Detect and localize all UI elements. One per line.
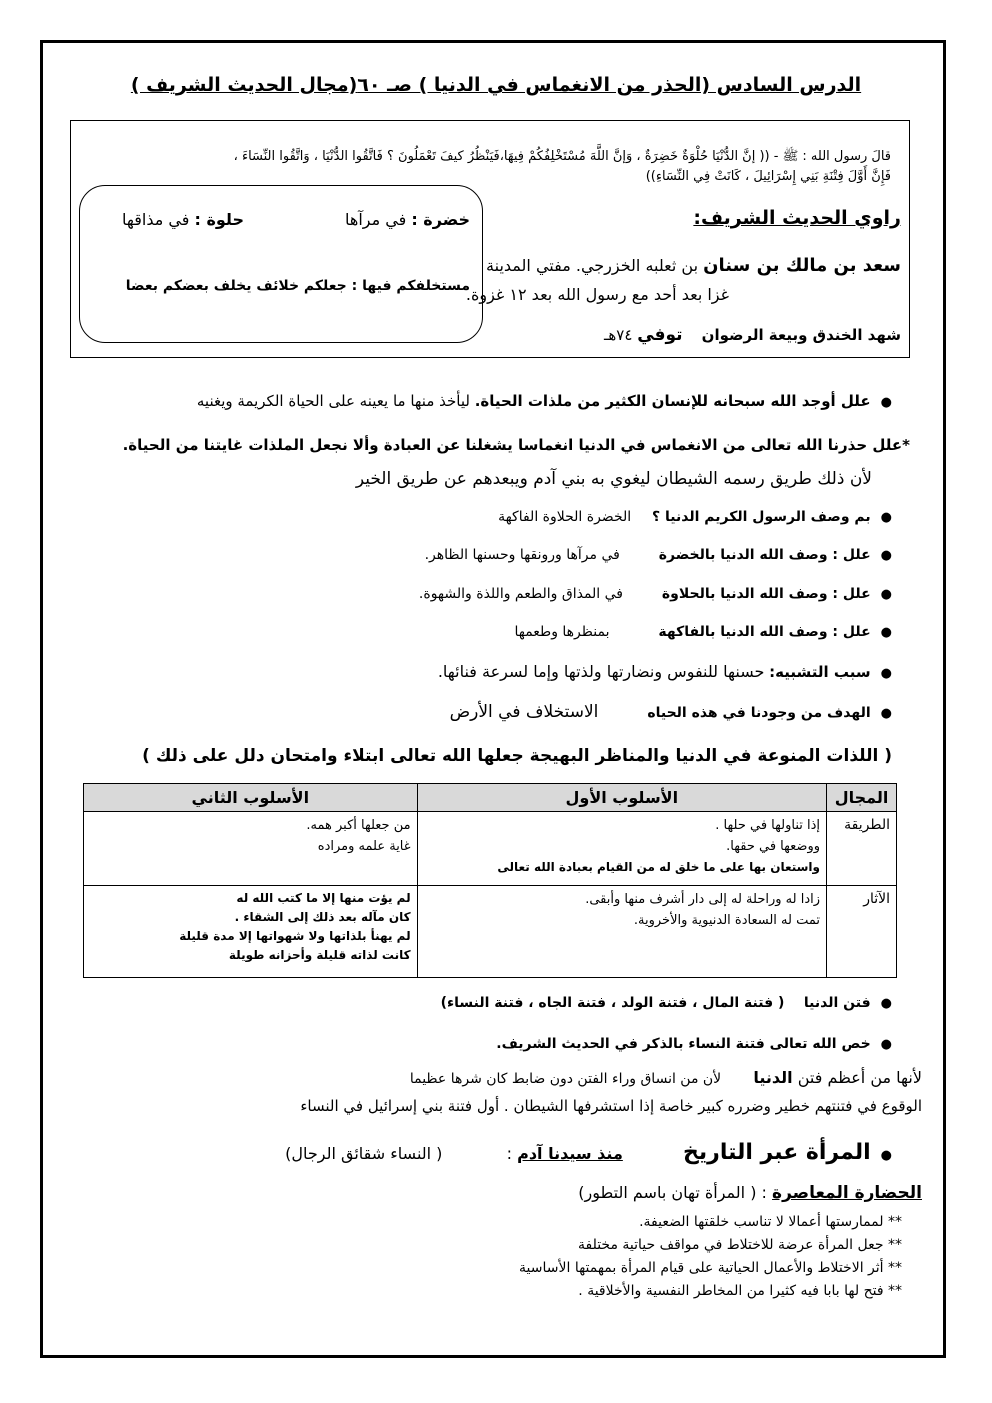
cell-line: تمت له السعادة الدنيوية والأخروية. bbox=[633, 913, 821, 928]
list-item: ** فتح لها بابا فيه كثيرا من المخاطر النفسية والأخلاقية . bbox=[578, 1283, 902, 1299]
point-1 bbox=[197, 392, 892, 410]
fitan-answer-1-bold: الدنيا bbox=[753, 1068, 793, 1087]
list-item: ** جعل المرأة عرضة للاختلاط في مواقف حياتية مختلفة bbox=[577, 1237, 902, 1253]
since-adam-colon: : bbox=[506, 1144, 512, 1163]
narrator-line-1-rest: بن ثعلبه الخزرجي. مفتي المدينة bbox=[486, 256, 699, 275]
cell-line: ووضعها في حقها. bbox=[726, 839, 821, 854]
fitan-question bbox=[496, 1036, 892, 1052]
point-3-answer: الخضرة الحلاوة الفاكهة bbox=[498, 509, 632, 525]
vocab-hulwa bbox=[122, 210, 244, 229]
since-adam: منذ سيدنا آدم bbox=[517, 1144, 623, 1163]
cell-line: زادا له وراحلة له إلى دار أشرف منها وأبقى. bbox=[585, 892, 821, 907]
vocab-box bbox=[79, 185, 483, 343]
comparison-table bbox=[83, 783, 897, 978]
narrator-battles: شهد الخندق وبيعة الرضوان bbox=[701, 326, 901, 344]
vocab-khadira-word: خضرة : bbox=[411, 210, 470, 229]
lesson-title: الدرس السادس (الحذر من الانغماس في الدنيا ) صـ ٦٠(مجال الحديث الشريف ) bbox=[130, 74, 862, 96]
point-8-answer: الاستخلاف في الأرض bbox=[449, 702, 599, 722]
table-row bbox=[84, 812, 897, 886]
point-3-question: ● بم وصف الرسول الكريم الدنيا ؟ bbox=[652, 509, 892, 525]
point-6 bbox=[514, 624, 892, 640]
fitan-label: ● فتن الدنيا bbox=[804, 995, 892, 1011]
table-row bbox=[84, 886, 897, 978]
hadith-box bbox=[70, 120, 910, 358]
modern-civilization-list bbox=[519, 1211, 902, 1303]
table-cell-field: الآثار bbox=[827, 886, 897, 978]
narrator-line-2: غزا بعد أحد مع رسول الله بعد ١٢ غزوة. bbox=[465, 285, 729, 304]
point-7 bbox=[438, 662, 892, 681]
point-7-question: ● سبب التشبيه: bbox=[769, 663, 892, 681]
table-cell-first bbox=[417, 886, 826, 978]
point-6-question: ● علل : وصف الله الدنيا بالفاكهة bbox=[658, 624, 892, 640]
hadith-line-2: فَإِنَّ أَوَّلَ فِتْنَةِ بَنِي إِسْرَائِيلَ ، كَانَتْ فِي النِّسَاءِ)) bbox=[645, 169, 891, 184]
modern-civilization-rest: : ( المرأة تهان باسم التطور) bbox=[578, 1183, 767, 1202]
narrator-line-1 bbox=[486, 255, 901, 276]
point-3 bbox=[498, 509, 892, 525]
point-5-question: ● علل : وصف الله الدنيا بالحلاوة bbox=[662, 586, 892, 602]
vocab-hulwa-meaning: في مذاقها bbox=[122, 210, 190, 229]
modern-civilization-line bbox=[578, 1183, 922, 1203]
cell-line: كان مآله بعد ذلك إلى الشقاء . bbox=[234, 910, 411, 924]
women-heading: ● المرأة عبر التاريخ bbox=[683, 1140, 892, 1165]
table-cell-second bbox=[84, 886, 418, 978]
died-year: ٧٤هـ bbox=[603, 326, 633, 344]
cell-line: لم يهنأ بلذاتها ولا شهواتها إلا مدة قليلة bbox=[179, 929, 411, 943]
point-5-answer: في المذاق والطعم واللذة والشهوة. bbox=[418, 586, 623, 602]
table-header-row bbox=[84, 784, 897, 812]
table-header-second: الأسلوب الثاني bbox=[84, 784, 418, 812]
fitan-items: ( فتنة المال ، فتنة الولد ، فتنة الجاه ، فتنة النساء) bbox=[440, 995, 785, 1011]
women-heading-line bbox=[285, 1140, 892, 1165]
women-quote: ( النساء شقائق الرجال) bbox=[285, 1144, 443, 1163]
modern-civilization-label: الحضارة المعاصرة bbox=[772, 1183, 922, 1203]
cell-line: واستعان بها على ما خلق له من القيام بعبادة الله تعالى bbox=[497, 860, 821, 874]
table-cell-field: الطريقة bbox=[827, 812, 897, 886]
vocab-mustakhlif bbox=[126, 278, 470, 294]
fitan-answer-1-part2: لأن من انساق وراء الفتن دون ضابط كان شرها عظيما bbox=[409, 1071, 722, 1087]
cell-line: إذا تناولها في حلها . bbox=[715, 818, 821, 833]
fitan-answer-1 bbox=[410, 1068, 922, 1087]
fitan-answer-2: الوقوع في فتنتهم خطير وضرره كبير خاصة إذا استشرفها الشيطان . أول فتنة بني إسرائيل في النساء bbox=[300, 1097, 922, 1115]
cell-line: من جعلها أكبر همه. bbox=[306, 818, 411, 833]
point-7-answer: حسنها للنفوس ونضارتها ولذتها وإما لسرعة فنائها. bbox=[437, 662, 765, 681]
point-2-answer: لأن ذلك طريق رسمه الشيطان ليغوي به بني آدم ويبعدهم عن طريق الخير bbox=[355, 469, 872, 489]
point-1-answer: ليأخذ منها ما يعينه على الحياة الكريمة ويغنيه bbox=[196, 392, 470, 410]
vocab-khadira bbox=[345, 210, 470, 229]
table-cell-second bbox=[84, 812, 418, 886]
narrator-line-3 bbox=[604, 325, 901, 345]
point-4-answer: في مرآها ورونقها وحسنها الظاهر. bbox=[424, 547, 620, 563]
died-label: توفي bbox=[637, 325, 683, 345]
point-8-question: ● الهدف من وجودنا في هذه الحياه bbox=[647, 705, 892, 721]
cell-line: كانت لذاته قليلة وأحزانه طويلة bbox=[228, 948, 411, 962]
point-4-question: ● علل : وصف الله الدنيا بالخضرة bbox=[659, 547, 892, 563]
narrator-name: سعد بن مالك بن سنان bbox=[703, 255, 901, 276]
fitan-question-text: ● خص الله تعالى فتنة النساء بالذكر في الحديث الشريف. bbox=[496, 1036, 892, 1052]
cell-line: غاية علمه ومراده bbox=[317, 839, 411, 854]
hadith-line-1: قالَ رسول الله : ﷺ - (( إنَّ الدُّنْيَا حُلْوَةٌ خَضِرَةٌ ، وَإنَّ اللَّهَ مُسْتَخْلِفُكُمْ فِيهَا،فَيَنْظُرُ كيفَ تَعْمَلُونَ ؟ فَاتَّقُوا الدُّنْيَا ، وَاتَّقُوا النِّسَاءَ ، bbox=[233, 149, 891, 164]
fitan-line bbox=[441, 995, 892, 1011]
point-4 bbox=[425, 547, 892, 563]
point-6-answer: بمنظرها وطعمها bbox=[514, 624, 610, 640]
vocab-mustakhlif-word: مستخلفكم فيها : bbox=[351, 278, 470, 294]
table-header-field: المجال bbox=[827, 784, 897, 812]
table-cell-first bbox=[417, 812, 826, 886]
cell-line: لم يؤت منها إلا ما كتب الله له bbox=[236, 891, 411, 905]
hadith-text bbox=[81, 147, 891, 187]
table-header-first: الأسلوب الأول bbox=[417, 784, 826, 812]
point-5 bbox=[419, 586, 892, 602]
vocab-khadira-meaning: في مرآها bbox=[345, 210, 407, 229]
fitan-answer-1-part1: لأنها من أعظم فتن bbox=[797, 1068, 922, 1087]
point-8 bbox=[450, 702, 892, 722]
narrator-heading: راوي الحديث الشريف: bbox=[693, 207, 901, 229]
point-2-question: *علل حذرنا الله تعالى من الانغماس في الدنيا انغماسا يشغلنا عن العبادة وألا نجعل الملذات غايتنا من الحياة. bbox=[122, 436, 910, 454]
list-item: ** أثر الاختلاط والأعمال الحياتية على قيام المرأة بمهمتها الأساسية bbox=[519, 1260, 902, 1276]
point-9-heading: ( اللذات المنوعة في الدنيا والمناظر البهيجة جعلها الله تعالى ابتلاء وامتحان دلل على ذلك ) bbox=[142, 746, 892, 766]
vocab-mustakhlif-meaning: جعلكم خلائف يخلف بعضكم بعضا bbox=[125, 278, 347, 294]
vocab-hulwa-word: حلوة : bbox=[194, 210, 244, 229]
list-item: ** لممارستها أعمالا لا تناسب خلقتها الضعيفة. bbox=[639, 1214, 902, 1230]
point-1-question: ● علل أوجد الله سبحانه للإنسان الكثير من ملذات الحياة. bbox=[475, 392, 892, 410]
